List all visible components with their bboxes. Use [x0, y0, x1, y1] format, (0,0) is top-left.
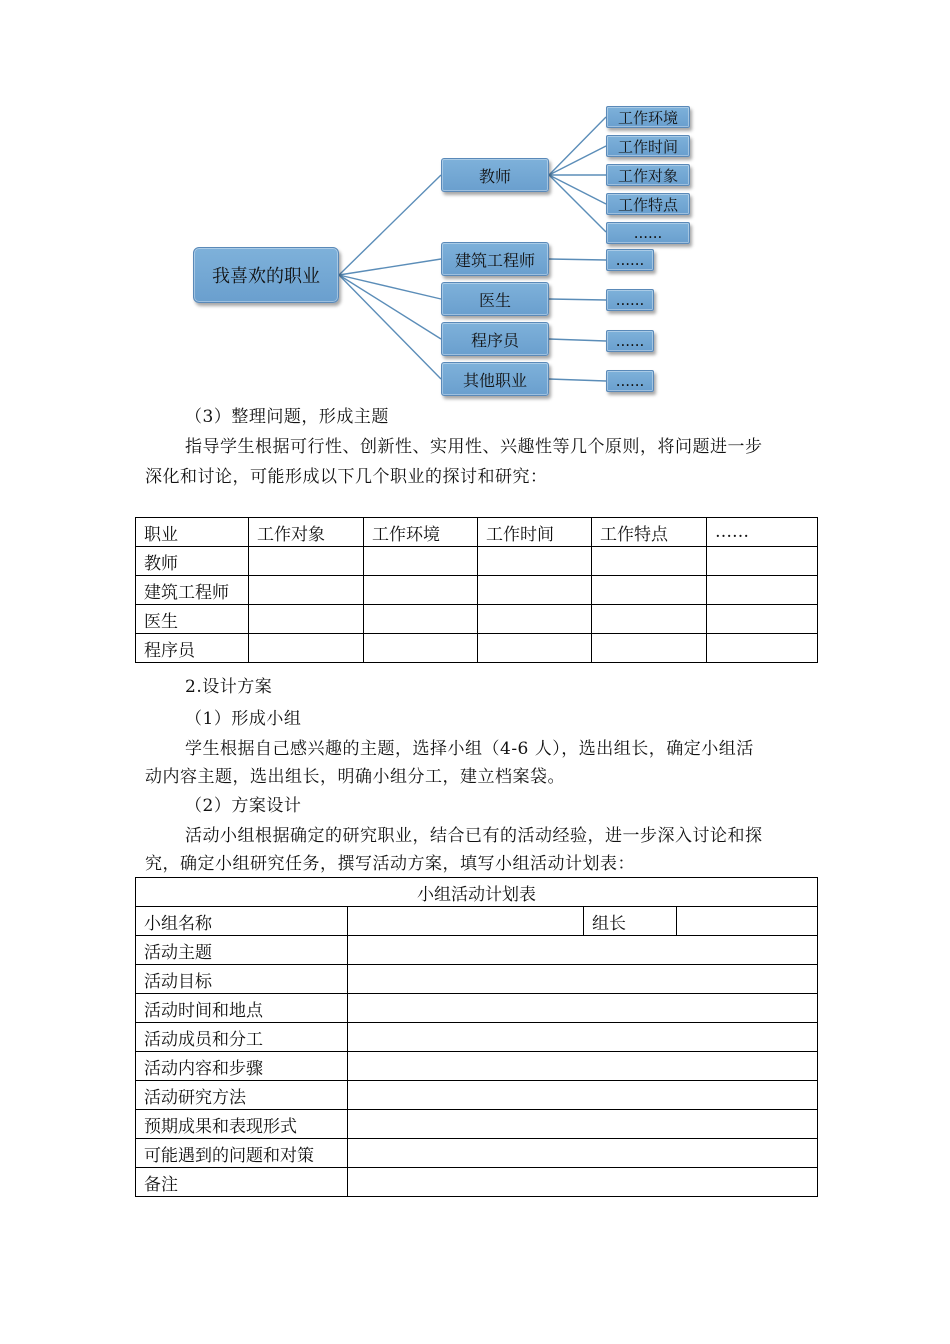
- table-row: [136, 1081, 818, 1110]
- table-cell: [677, 907, 818, 936]
- table-cell: [364, 576, 478, 605]
- table-cell: [249, 634, 364, 663]
- connector-root-programmer: [339, 275, 441, 339]
- section3-para-line1: 指导学生根据可行性、创新性、实用性、兴趣性等几个原则，将问题进一步: [185, 437, 763, 457]
- table-cell: [348, 1168, 818, 1197]
- connector-engineer-more: [549, 259, 606, 260]
- table-cell: [478, 576, 592, 605]
- branch-teacher: 教师: [441, 158, 549, 192]
- mindmap-root: 我喜欢的职业: [193, 247, 339, 303]
- career-table: [135, 517, 818, 663]
- table-cell: [707, 576, 818, 605]
- career-row-label: 建筑工程师: [136, 576, 249, 605]
- section3-heading: （3）整理问题，形成主题: [185, 407, 389, 427]
- table-cell: [249, 576, 364, 605]
- leaf-doctor-more: ......: [606, 289, 654, 311]
- table-cell: [592, 605, 707, 634]
- career-header-cell: 工作特点: [592, 518, 707, 547]
- table-cell: [364, 605, 478, 634]
- leaf-teacher-feature: 工作特点: [606, 193, 690, 215]
- plan-leader-label: 组长: [584, 907, 677, 936]
- career-header-cell: 工作对象: [249, 518, 364, 547]
- plan-row-label: 备注: [136, 1168, 348, 1197]
- table-row: [136, 576, 818, 605]
- connector-teacher-feature: [549, 175, 606, 204]
- leaf-engineer-more: ......: [606, 249, 654, 271]
- section3-para-line2: 深化和讨论，可能形成以下几个职业的探讨和研究：: [145, 467, 548, 487]
- career-header-cell: ……: [707, 518, 818, 547]
- design-heading: 2.设计方案: [185, 677, 273, 697]
- table-cell: [348, 1023, 818, 1052]
- connector-teacher-more: [549, 175, 606, 232]
- leaf-teacher-more: ......: [606, 222, 690, 244]
- table-row: [136, 1052, 818, 1081]
- connector-doctor-more: [549, 299, 606, 300]
- plan-row-label: 预期成果和表现形式: [136, 1110, 348, 1139]
- connector-programmer-more: [549, 339, 606, 341]
- connector-root-teacher: [339, 175, 441, 275]
- table-row: [136, 1023, 818, 1052]
- table-cell: [348, 1052, 818, 1081]
- table-row: [136, 605, 818, 634]
- design-sub2-line1: 活动小组根据确定的研究职业，结合已有的活动经验，进一步深入讨论和探: [185, 826, 763, 846]
- table-cell: [478, 547, 592, 576]
- table-cell: [249, 605, 364, 634]
- leaf-teacher-time: 工作时间: [606, 135, 690, 157]
- connector-teacher-time: [549, 146, 606, 175]
- leaf-programmer-more: ......: [606, 330, 654, 352]
- design-sub2-line2: 究，确定小组研究任务，撰写活动方案，填写小组活动计划表：: [145, 854, 635, 874]
- table-cell: [478, 634, 592, 663]
- table-row: [136, 994, 818, 1023]
- connector-root-engineer: [339, 259, 441, 275]
- table-cell: [348, 1139, 818, 1168]
- table-cell: [592, 576, 707, 605]
- branch-other: 其他职业: [441, 362, 549, 396]
- branch-engineer: 建筑工程师: [441, 242, 549, 276]
- table-cell: [348, 907, 584, 936]
- career-header-cell: 工作时间: [478, 518, 592, 547]
- table-row: [136, 907, 818, 936]
- table-cell: [364, 547, 478, 576]
- table-cell: [348, 1110, 818, 1139]
- plan-row-label: 可能遇到的问题和对策: [136, 1139, 348, 1168]
- plan-table: [135, 877, 818, 1197]
- plan-row-label: 活动时间和地点: [136, 994, 348, 1023]
- design-sub1-line1: 学生根据自己感兴趣的主题，选择小组（4-6 人），选出组长，确定小组活: [185, 739, 754, 759]
- plan-row-label: 活动研究方法: [136, 1081, 348, 1110]
- plan-group-name-label: 小组名称: [136, 907, 348, 936]
- plan-table-title: 小组活动计划表: [136, 878, 818, 907]
- table-cell: [707, 547, 818, 576]
- branch-doctor: 医生: [441, 282, 549, 316]
- connector-root-doctor: [339, 275, 441, 299]
- table-row: [136, 1110, 818, 1139]
- leaf-teacher-object: 工作对象: [606, 164, 690, 186]
- mindmap: [0, 0, 950, 400]
- connector-teacher-env: [549, 117, 606, 175]
- table-cell: [348, 1081, 818, 1110]
- design-sub1-line2: 动内容主题，选出组长，明确小组分工，建立档案袋。: [145, 767, 565, 787]
- career-header-cell: 职业: [136, 518, 249, 547]
- table-row: [136, 965, 818, 994]
- career-row-label: 程序员: [136, 634, 249, 663]
- plan-row-label: 活动成员和分工: [136, 1023, 348, 1052]
- table-cell: [348, 965, 818, 994]
- design-sub2-heading: （2）方案设计: [185, 796, 302, 816]
- career-row-label: 医生: [136, 605, 249, 634]
- connector-other-more: [549, 379, 606, 381]
- table-row: [136, 1139, 818, 1168]
- table-cell: [592, 634, 707, 663]
- table-cell: [348, 936, 818, 965]
- table-cell: [364, 634, 478, 663]
- table-row: [136, 1168, 818, 1197]
- branch-programmer: 程序员: [441, 322, 549, 356]
- table-row: [136, 634, 818, 663]
- plan-row-label: 活动内容和步骤: [136, 1052, 348, 1081]
- plan-row-label: 活动目标: [136, 965, 348, 994]
- table-cell: [348, 994, 818, 1023]
- leaf-other-more: ......: [606, 370, 654, 392]
- design-sub1-heading: （1）形成小组: [185, 709, 302, 729]
- table-row: [136, 936, 818, 965]
- table-cell: [707, 634, 818, 663]
- career-header-cell: 工作环境: [364, 518, 478, 547]
- career-row-label: 教师: [136, 547, 249, 576]
- plan-table-title-row: [136, 878, 818, 907]
- table-cell: [249, 547, 364, 576]
- plan-row-label: 活动主题: [136, 936, 348, 965]
- career-table-header: [136, 518, 818, 547]
- table-cell: [478, 605, 592, 634]
- table-cell: [592, 547, 707, 576]
- connector-root-other: [339, 275, 441, 379]
- table-row: [136, 547, 818, 576]
- leaf-teacher-env: 工作环境: [606, 106, 690, 128]
- table-cell: [707, 605, 818, 634]
